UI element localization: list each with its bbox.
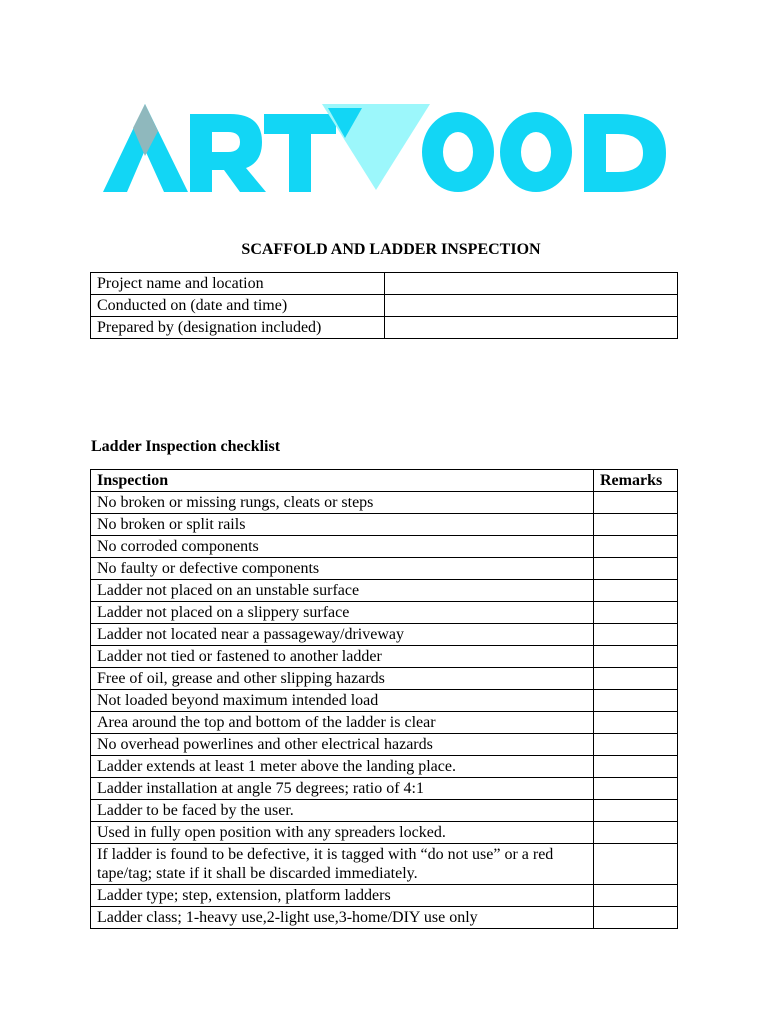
remarks-cell[interactable]	[594, 778, 678, 800]
checklist-item: No broken or missing rungs, cleats or steps	[91, 492, 594, 514]
remarks-cell[interactable]	[594, 492, 678, 514]
table-row	[91, 514, 678, 536]
ladder-section-heading: Ladder Inspection checklist	[91, 438, 281, 455]
table-row	[91, 690, 678, 712]
project-info-table	[90, 272, 678, 339]
table-row	[91, 844, 678, 885]
logo-letter-d	[584, 114, 666, 192]
checklist-item: Ladder not placed on an unstable surface	[91, 580, 594, 602]
table-row	[91, 800, 678, 822]
remarks-cell[interactable]	[594, 668, 678, 690]
table-row	[91, 646, 678, 668]
checklist-item: Free of oil, grease and other slipping hazards	[91, 668, 594, 690]
remarks-cell[interactable]	[594, 624, 678, 646]
remarks-cell[interactable]	[594, 885, 678, 907]
table-row	[91, 492, 678, 514]
table-row	[91, 668, 678, 690]
checklist-item: No faulty or defective components	[91, 558, 594, 580]
checklist-item: Ladder class; 1-heavy use,2-light use,3-home/DIY use only	[91, 907, 594, 929]
table-row	[91, 624, 678, 646]
checklist-item: No overhead powerlines and other electrical hazards	[91, 734, 594, 756]
prepared-by-value[interactable]	[385, 317, 678, 339]
ladder-checklist-table	[90, 469, 678, 929]
project-name-label: Project name and location	[91, 273, 385, 295]
checklist-item: Ladder installation at angle 75 degrees; ratio of 4:1	[91, 778, 594, 800]
table-row	[91, 885, 678, 907]
checklist-item: Ladder extends at least 1 meter above the landing place.	[91, 756, 594, 778]
checklist-body	[91, 492, 678, 929]
table-row	[91, 822, 678, 844]
logo-letter-o1	[422, 112, 494, 192]
remarks-cell[interactable]	[594, 646, 678, 668]
logo-letter-t	[264, 114, 336, 192]
checklist-item: Area around the top and bottom of the ladder is clear	[91, 712, 594, 734]
table-row	[91, 580, 678, 602]
remarks-cell[interactable]	[594, 800, 678, 822]
checklist-item: Ladder to be faced by the user.	[91, 800, 594, 822]
document-title: SCAFFOLD AND LADDER INSPECTION	[241, 241, 541, 258]
checklist-item: Ladder not located near a passageway/driveway	[91, 624, 594, 646]
table-row	[91, 536, 678, 558]
checklist-item: Ladder type; step, extension, platform ladders	[91, 885, 594, 907]
logo-letter-o2	[500, 112, 572, 192]
table-row	[91, 734, 678, 756]
checklist-item: Not loaded beyond maximum intended load	[91, 690, 594, 712]
prepared-by-label: Prepared by (designation included)	[91, 317, 385, 339]
table-row	[91, 317, 678, 339]
table-row	[91, 602, 678, 624]
remarks-cell[interactable]	[594, 734, 678, 756]
checklist-item: Used in fully open position with any spreaders locked.	[91, 822, 594, 844]
table-row	[91, 778, 678, 800]
remarks-cell[interactable]	[594, 602, 678, 624]
inspection-column-header: Inspection	[91, 470, 594, 492]
checklist-item: Ladder not tied or fastened to another ladder	[91, 646, 594, 668]
remarks-cell[interactable]	[594, 712, 678, 734]
remarks-cell[interactable]	[594, 756, 678, 778]
table-header-row	[91, 470, 678, 492]
remarks-cell[interactable]	[594, 822, 678, 844]
logo-letter-r	[190, 114, 266, 192]
remarks-cell[interactable]	[594, 844, 678, 885]
remarks-column-header: Remarks	[594, 470, 678, 492]
remarks-cell[interactable]	[594, 514, 678, 536]
artwood-logo	[100, 98, 680, 200]
conducted-on-value[interactable]	[385, 295, 678, 317]
table-row	[91, 273, 678, 295]
table-row	[91, 558, 678, 580]
checklist-item: No broken or split rails	[91, 514, 594, 536]
table-row	[91, 295, 678, 317]
table-row	[91, 756, 678, 778]
checklist-item: No corroded components	[91, 536, 594, 558]
table-row	[91, 907, 678, 929]
checklist-item: Ladder not placed on a slippery surface	[91, 602, 594, 624]
table-row	[91, 712, 678, 734]
project-name-value[interactable]	[385, 273, 678, 295]
remarks-cell[interactable]	[594, 907, 678, 929]
conducted-on-label: Conducted on (date and time)	[91, 295, 385, 317]
remarks-cell[interactable]	[594, 690, 678, 712]
remarks-cell[interactable]	[594, 580, 678, 602]
remarks-cell[interactable]	[594, 536, 678, 558]
checklist-item: If ladder is found to be defective, it is tagged with “do not use” or a red tape/tag; state if it shall be discarded immediately.	[91, 844, 594, 885]
remarks-cell[interactable]	[594, 558, 678, 580]
